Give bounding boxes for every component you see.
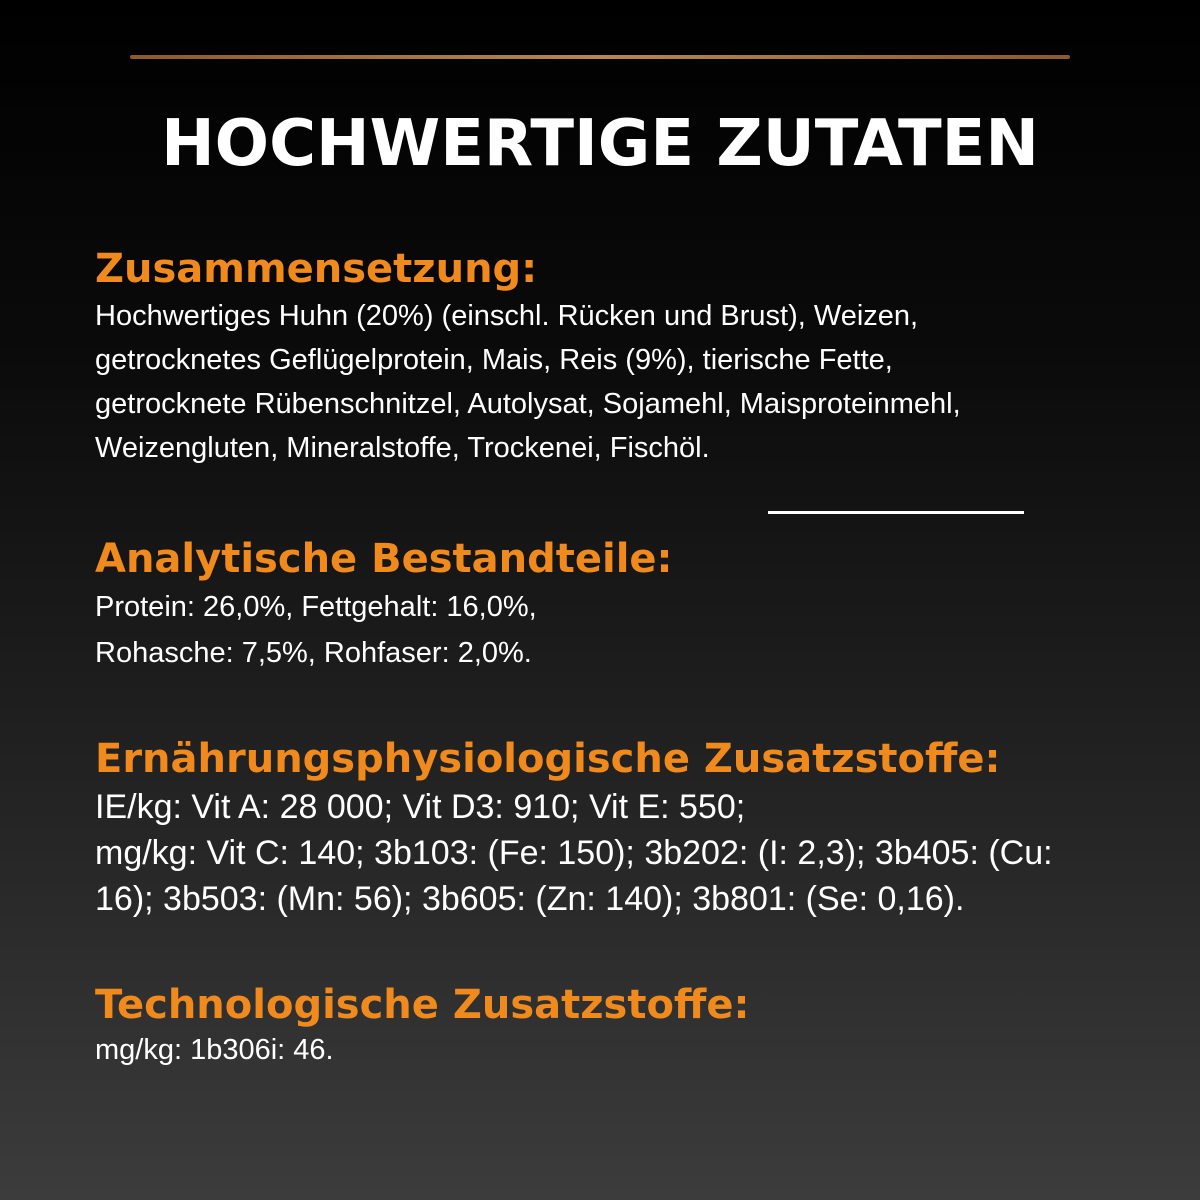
- section-zusammensetzung: [95, 244, 1155, 470]
- section-heading: Zusammensetzung:: [95, 246, 538, 292]
- section-ernaehrungsphysiologische-zusatzstoffe: [95, 734, 1155, 922]
- text-line: Protein: 26,0%, Fettgehalt: 16,0%,: [95, 591, 537, 623]
- text-line: mg/kg: Vit C: 140; 3b103: (Fe: 150); 3b202: (I: 2,3); 3b405: (Cu:: [95, 834, 1053, 872]
- section-technologische-zusatzstoffe: [95, 980, 1155, 1070]
- section-heading: Ernährungsphysiologische Zusatzstoffe:: [95, 736, 1001, 782]
- page-title: HOCHWERTIGE ZUTATEN: [161, 107, 1039, 181]
- section-analytische-bestandteile: [95, 534, 1155, 676]
- text-line: IE/kg: Vit A: 28 000; Vit D3: 910; Vit E: 550;: [95, 788, 746, 826]
- text-line: Weizengluten, Mineralstoffe, Trockenei, Fischöl.: [95, 432, 710, 464]
- text-line: mg/kg: 1b306i: 46.: [95, 1034, 334, 1066]
- text-line: Hochwertiges Huhn (20%) (einschl. Rücken und Brust), Weizen,: [95, 300, 919, 332]
- mid-divider: [768, 511, 1024, 514]
- section-body: [95, 784, 1155, 922]
- top-divider: [130, 55, 1070, 59]
- text-line: 16); 3b503: (Mn: 56); 3b605: (Zn: 140); 3b801: (Se: 0,16).: [95, 880, 965, 918]
- section-heading: Analytische Bestandteile:: [95, 536, 673, 582]
- section-body: [95, 1030, 1155, 1070]
- section-body: [95, 584, 1155, 676]
- text-line: Rohasche: 7,5%, Rohfaser: 2,0%.: [95, 637, 532, 669]
- section-body: [95, 294, 1155, 470]
- text-line: getrocknetes Geflügelprotein, Mais, Reis (9%), tierische Fette,: [95, 344, 893, 376]
- text-line: getrocknete Rübenschnitzel, Autolysat, Sojamehl, Maisproteinmehl,: [95, 388, 961, 420]
- section-heading: Technologische Zusatzstoffe:: [95, 982, 750, 1028]
